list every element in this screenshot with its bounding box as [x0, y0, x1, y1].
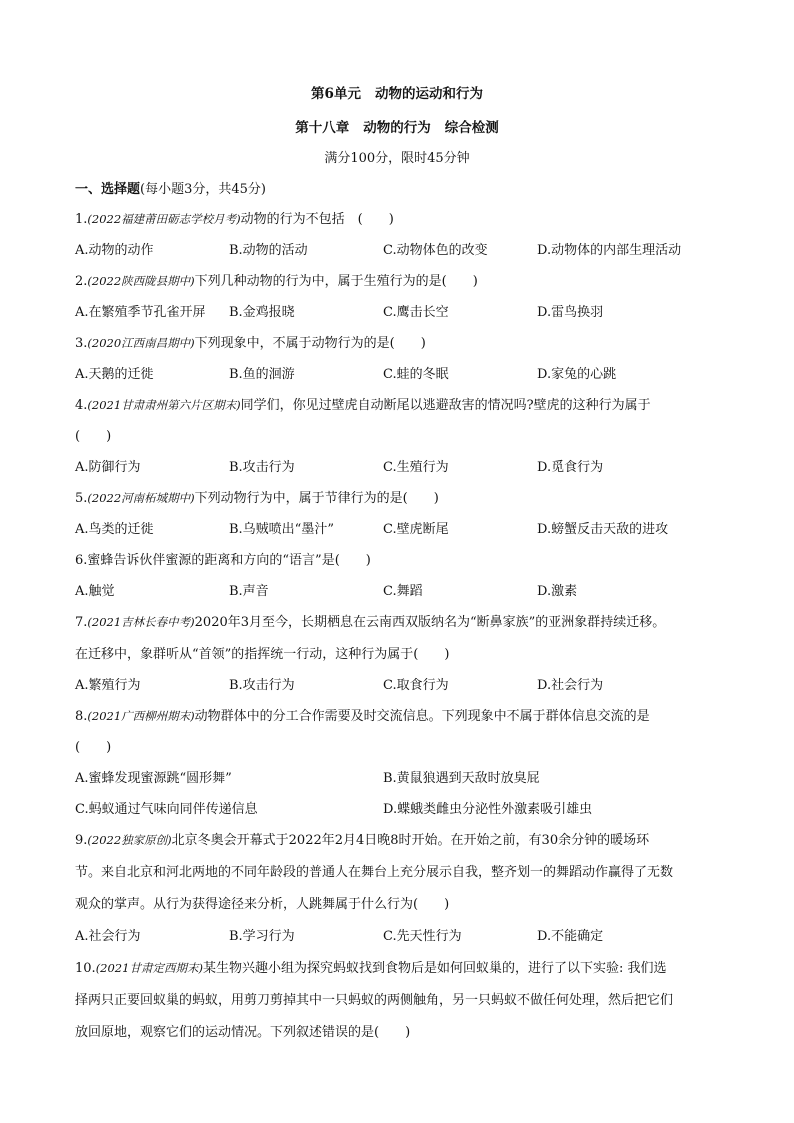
question-number: 8.	[75, 709, 88, 724]
question-source: (2022福建莆田砺志学校月考)	[87, 212, 241, 226]
option-c: C.取食行为	[383, 678, 449, 693]
question-continuation: 节。来自北京和河北两地的不同年龄段的普通人在舞台上充分展示自我，整齐划一的舞蹈动作赢得了无数	[75, 865, 674, 880]
option-d: D.家兔的心跳	[537, 367, 617, 382]
option-b: B.金鸡报晓	[229, 305, 295, 320]
question-text: 下列动物行为中，属于节律行为的是( )	[194, 491, 439, 506]
question-continuation: 观众的掌声。从行为获得途径来分析，人跳舞属于什么行为( )	[75, 897, 450, 912]
option-c: C.动物体色的改变	[383, 243, 488, 258]
option-b: B.黄鼠狼遇到天敌时放臭屁	[383, 771, 540, 786]
option-d: D.螃蟹反击天敌的进攻	[537, 522, 669, 537]
question-source: (2022独家原创)	[87, 833, 172, 847]
question-text: 北京冬奥会开幕式于2022年2月4日晚8时开始。在开始之前，有30余分钟的暖场环	[171, 833, 650, 848]
question-number: 10.	[75, 961, 96, 976]
option-d: D.动物体的内部生理活动	[537, 243, 682, 258]
option-a: A.触觉	[75, 584, 115, 599]
option-d: D.雷鸟换羽	[537, 305, 604, 320]
option-b: B.攻击行为	[229, 678, 295, 693]
question-text: 2020年3月至今，长期栖息在云南西双版纳名为“断鼻家族”的亚洲象群持续迁移。	[194, 615, 666, 630]
chapter-title: 动物的行为	[363, 120, 431, 136]
question-text: 动物的行为不包括 ( )	[240, 212, 394, 227]
question-source: (2021甘肃定西期末)	[95, 961, 203, 975]
option-b: B.攻击行为	[229, 460, 295, 475]
chapter-suffix: 综合检测	[444, 120, 499, 136]
option-d: D.不能确定	[537, 929, 604, 944]
question-5	[75, 487, 439, 506]
option-c: C.舞蹈	[383, 584, 423, 599]
chapter-heading	[0, 116, 794, 136]
question-source: (2021广西柳州期末)	[87, 709, 195, 723]
question-3	[75, 332, 426, 351]
question-9	[75, 829, 649, 848]
option-b: B.乌贼喷出“墨汁”	[229, 522, 334, 537]
question-number: 9.	[75, 833, 88, 848]
question-source: (2022河南柘城期中)	[87, 491, 195, 505]
question-number: 4.	[75, 398, 88, 413]
option-c: C.先天性行为	[383, 929, 462, 944]
option-c: C.蛙的冬眠	[383, 367, 449, 382]
option-b: B.声音	[229, 584, 269, 599]
question-number: 1.	[75, 212, 88, 227]
option-c: C.壁虎断尾	[383, 522, 449, 537]
option-a: A.社会行为	[75, 929, 141, 944]
option-d: D.觅食行为	[537, 460, 604, 475]
option-b: B.学习行为	[229, 929, 295, 944]
question-7	[75, 611, 665, 630]
question-1	[75, 208, 394, 227]
option-c: C.鹰击长空	[383, 305, 449, 320]
question-text: 下列几种动物的行为中，属于生殖行为的是( )	[194, 274, 478, 289]
section-note: (每小题3分，共45分)	[140, 182, 266, 197]
question-6	[75, 549, 371, 568]
question-source: (2021吉林长春中考)	[87, 615, 195, 629]
question-source: (2020江西南昌期中)	[87, 336, 195, 350]
unit-heading	[0, 82, 794, 102]
option-b: B.动物的活动	[229, 243, 308, 258]
score-info: 满分100分，限时45分钟	[324, 151, 470, 166]
question-number: 5.	[75, 491, 88, 506]
question-text: 同学们，你见过壁虎自动断尾以逃避敌害的情况吗?壁虎的这种行为属于	[240, 398, 651, 413]
question-continuation: ( )	[75, 429, 112, 444]
question-text: 动物群体中的分工合作需要及时交流信息。下列现象中不属于群体信息交流的是	[194, 709, 650, 724]
section-heading	[75, 178, 266, 197]
option-c: C.生殖行为	[383, 460, 449, 475]
question-number: 2.	[75, 274, 88, 289]
question-continuation: 择两只正要回蚁巢的蚂蚁，用剪刀剪掉其中一只蚂蚁的两侧触角，另一只蚂蚁不做任何处理，然后把它们	[75, 993, 674, 1008]
question-number: 7.	[75, 615, 88, 630]
option-d: D.激素	[537, 584, 578, 599]
question-2	[75, 270, 478, 289]
question-text: 某生物兴趣小组为探究蚂蚁找到食物后是如何回蚁巢的，进行了以下实验: 我们选	[202, 961, 667, 976]
option-a: A.动物的动作	[75, 243, 154, 258]
question-number: 6.	[75, 553, 88, 568]
question-4	[75, 394, 651, 413]
option-b: B.鱼的洄游	[229, 367, 295, 382]
question-10	[75, 957, 666, 976]
unit-label: 第6单元	[311, 86, 361, 102]
option-a: A.繁殖行为	[75, 678, 141, 693]
question-continuation: 放回原地，观察它们的运动情况。下列叙述错误的是( )	[75, 1025, 411, 1040]
chapter-label: 第十八章	[295, 120, 350, 136]
question-text: 蜜蜂告诉伙伴蜜源的距离和方向的“语言”是( )	[87, 553, 371, 568]
option-d: D.社会行为	[537, 678, 604, 693]
unit-title: 动物的运动和行为	[374, 86, 483, 102]
option-a: A.天鹅的迁徙	[75, 367, 154, 382]
question-source: (2022陕西陇县期中)	[87, 274, 195, 288]
option-d: D.蝶蛾类雌虫分泌性外激素吸引雄虫	[383, 802, 593, 817]
option-a: A.防御行为	[75, 460, 141, 475]
question-source: (2021甘肃肃州第六片区期末)	[87, 398, 241, 412]
option-a: A.在繁殖季节孔雀开屏	[75, 305, 206, 320]
question-continuation: ( )	[75, 740, 112, 755]
question-text: 下列现象中，不属于动物行为的是( )	[194, 336, 426, 351]
question-number: 3.	[75, 336, 88, 351]
question-continuation: 在迁移中，象群听从“首领”的指挥统一行动，这种行为属于( )	[75, 647, 450, 662]
option-a: A.蜜蜂发现蜜源跳“圆形舞”	[75, 771, 232, 786]
option-c: C.蚂蚁通过气味向同伴传递信息	[75, 802, 258, 817]
question-8	[75, 705, 650, 724]
section-title: 一、选择题	[75, 182, 141, 197]
option-a: A.鸟类的迁徙	[75, 522, 154, 537]
